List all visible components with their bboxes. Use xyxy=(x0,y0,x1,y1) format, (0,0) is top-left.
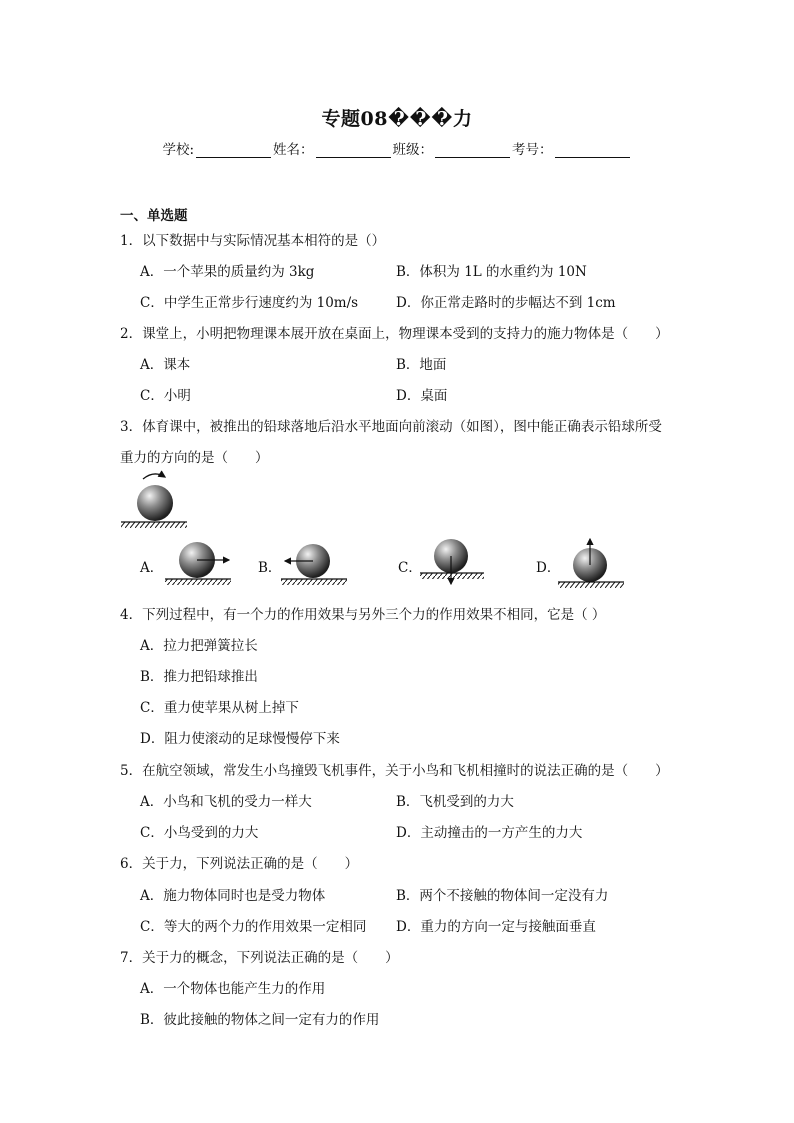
q1-option-c[interactable]: C．中学生正常步行速度约为 10m/s xyxy=(140,295,359,311)
q6-option-b[interactable]: B．两个不接触的物体间一定没有力 xyxy=(396,888,609,904)
reference-ball-diagram xyxy=(121,474,187,528)
question-6-stem: 6．关于力，下列说法正确的是（ ） xyxy=(120,856,359,872)
question-7-stem: 7．关于力的概念，下列说法正确的是（ ） xyxy=(120,950,399,966)
rolling-arrow-icon xyxy=(143,474,165,479)
question-2-stem: 2．课堂上，小明把物理课本展开放在桌面上，物理课本受到的支持力的施力物体是（ ） xyxy=(120,326,669,342)
q6-option-a[interactable]: A．施力物体同时也是受力物体 xyxy=(140,888,326,904)
q2-option-d[interactable]: D．桌面 xyxy=(396,388,448,404)
question-5-stem: 5．在航空领域，常发生小鸟撞毁飞机事件，关于小鸟和飞机相撞时的说法正确的是（ ） xyxy=(120,763,669,779)
ground-icon xyxy=(420,573,484,579)
question-3-stem-line1: 3．体育课中，被推出的铅球落地后沿水平地面向前滚动（如图），图中能正确表示铅球所受 xyxy=(120,419,662,435)
diagram-b[interactable] xyxy=(281,544,347,585)
q1-option-b[interactable]: B．体积为 1L 的水重约为 10N xyxy=(396,264,587,280)
q5-option-b[interactable]: B．飞机受到的力大 xyxy=(396,794,514,810)
q2-option-b[interactable]: B．地面 xyxy=(396,357,447,373)
q3-label-c: C． xyxy=(398,560,422,576)
q7-option-a[interactable]: A．一个物体也能产生力的作用 xyxy=(140,981,326,997)
ground-icon xyxy=(558,582,624,588)
q6-option-d[interactable]: D．重力的方向一定与接触面垂直 xyxy=(396,919,596,935)
q6-option-c[interactable]: C．等大的两个力的作用效果一定相同 xyxy=(140,919,367,935)
q4-option-d[interactable]: D．阻力使滚动的足球慢慢停下来 xyxy=(140,731,340,747)
q2-option-a[interactable]: A．课本 xyxy=(140,357,191,373)
q4-option-a[interactable]: A．拉力把弹簧拉长 xyxy=(140,638,258,654)
q5-option-a[interactable]: A．小鸟和飞机的受力一样大 xyxy=(140,794,312,810)
section-heading: 一、单选题 xyxy=(120,208,188,224)
q5-option-c[interactable]: C．小鸟受到的力大 xyxy=(140,825,259,841)
question-1-stem: 1．以下数据中与实际情况基本相符的是（） xyxy=(120,233,386,249)
q5-option-d[interactable]: D．主动撞击的一方产生的力大 xyxy=(396,825,583,841)
q2-option-c[interactable]: C．小明 xyxy=(140,388,191,404)
ground-icon xyxy=(121,522,187,528)
number-label: 考号： xyxy=(512,142,553,158)
q7-option-b[interactable]: B．彼此接触的物体之间一定有力的作用 xyxy=(140,1012,380,1028)
q3-label-d: D． xyxy=(536,560,561,576)
q4-option-c[interactable]: C．重力使苹果从树上掉下 xyxy=(140,700,299,716)
question-3-stem-line2: 重力的方向的是（ ） xyxy=(120,450,269,466)
ground-icon xyxy=(165,579,231,585)
ball-icon xyxy=(137,485,173,521)
q3-label-b: B． xyxy=(258,560,282,576)
question-4-stem: 4．下列过程中，有一个力的作用效果与另外三个力的作用效果不相同，它是（ ） xyxy=(120,607,606,623)
page-title: 专题08���力 xyxy=(321,108,473,130)
q3-label-a: A． xyxy=(140,560,164,576)
class-label: 班级： xyxy=(392,142,434,158)
diagram-a[interactable] xyxy=(165,542,231,585)
q1-option-d[interactable]: D．你正常走路时的步幅达不到 1cm xyxy=(396,295,616,311)
diagram-c[interactable] xyxy=(420,539,484,584)
school-label: 学校: xyxy=(162,142,195,158)
q1-option-a[interactable]: A．一个苹果的质量约为 3kg xyxy=(140,264,315,280)
ground-icon xyxy=(281,579,347,585)
diagram-d[interactable] xyxy=(558,539,624,588)
q4-option-b[interactable]: B．推力把铅球推出 xyxy=(140,669,258,685)
name-label: 姓名： xyxy=(273,142,314,158)
